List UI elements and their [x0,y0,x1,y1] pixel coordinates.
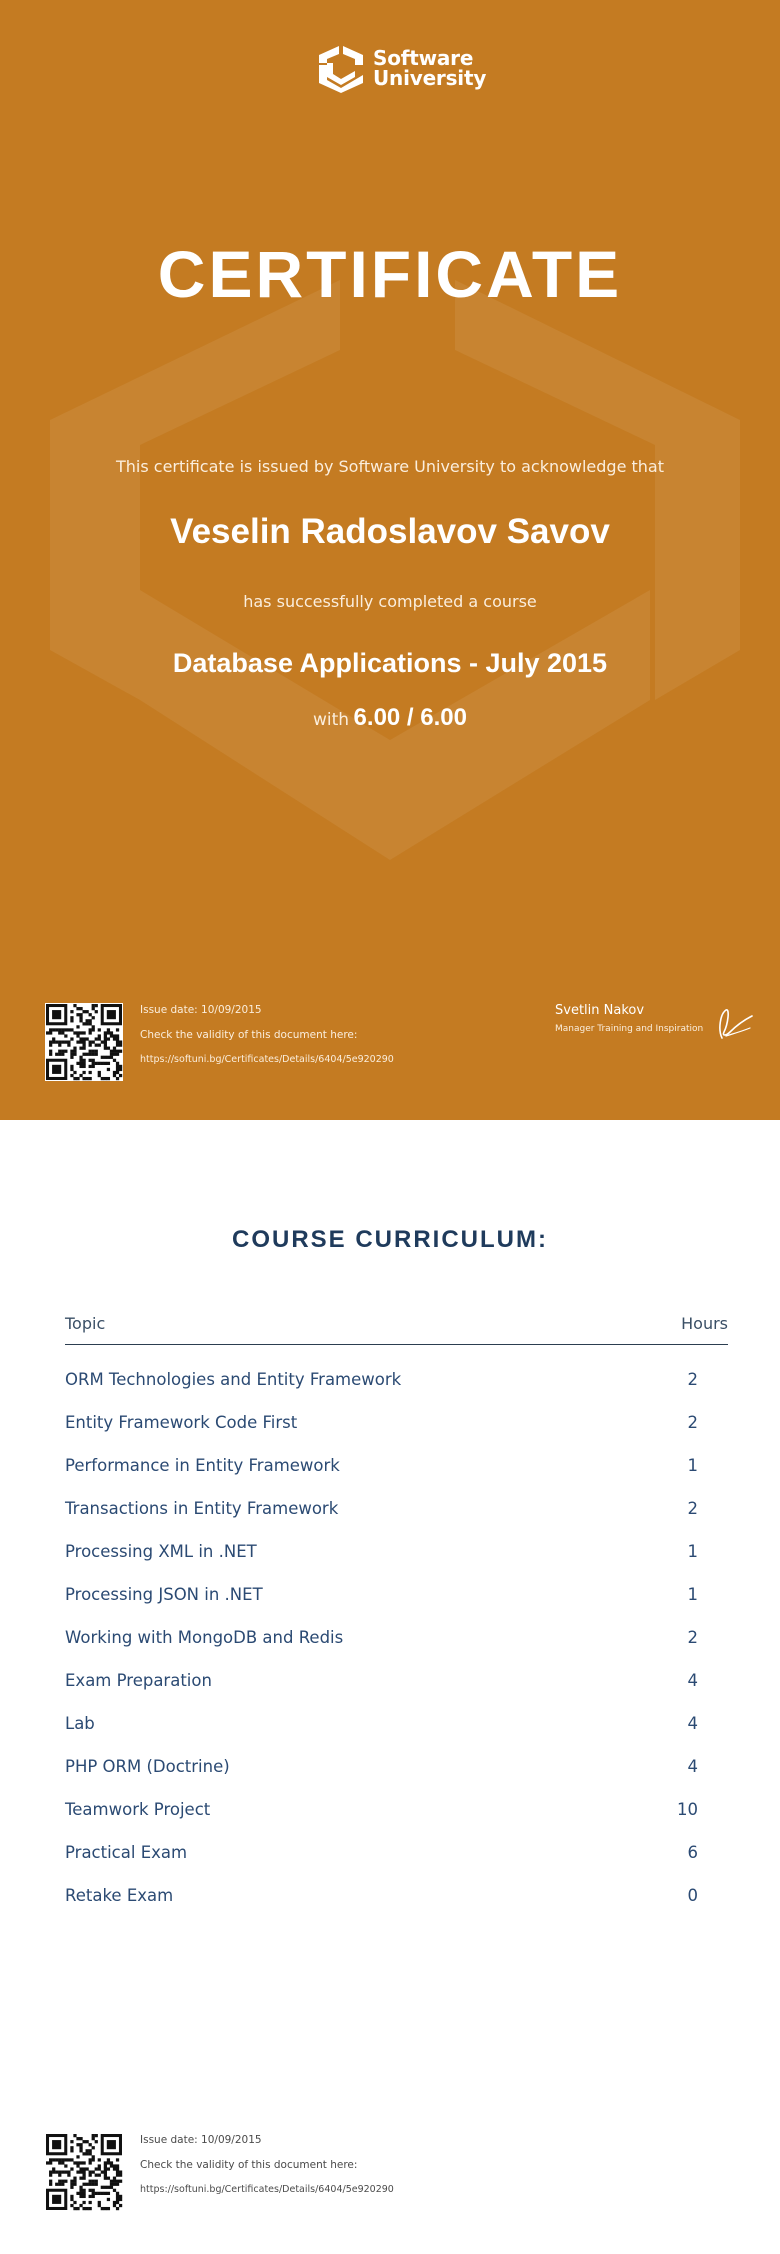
table-row [65,1661,728,1704]
row-hours: 2 [687,1499,698,1518]
table-row [65,1833,728,1876]
row-hours: 0 [687,1886,698,1905]
qr-code-icon [45,1003,123,1081]
completed-text: has successfully completed a course [243,592,537,611]
row-topic: Processing JSON in .NET [65,1585,263,1604]
curriculum-title: COURSE CURRICULUM: [232,1226,548,1253]
row-hours: 6 [687,1843,698,1862]
signature-icon [714,1002,756,1042]
table-row [65,1790,728,1833]
row-hours: 4 [687,1671,698,1690]
signer-block [555,1003,703,1034]
row-hours: 2 [687,1413,698,1432]
issue-date: Issue date: 10/09/2015 [140,2134,262,2146]
table-row [65,1704,728,1747]
column-hours: Hours [681,1314,728,1333]
row-topic: Retake Exam [65,1886,174,1905]
certificate-footer [140,1004,394,1065]
grade [0,704,780,732]
row-hours: 4 [687,1757,698,1776]
row-topic: Lab [65,1714,95,1733]
row-topic: Teamwork Project [65,1800,211,1819]
row-topic: Transactions in Entity Framework [65,1499,339,1518]
softuni-logo-icon [315,43,367,93]
column-topic: Topic [65,1314,106,1333]
certificate-panel [0,0,780,1120]
issue-date: Issue date: 10/09/2015 [140,1004,262,1016]
validity-text: Check the validity of this document here: [140,1029,358,1041]
with-label: with [313,710,350,730]
signer-name: Svetlin Nakov [555,1003,645,1018]
table-body [65,1345,728,1919]
table-header [65,1310,728,1345]
recipient-name: Veselin Radoslavov Savov [170,512,610,551]
row-topic: Working with MongoDB and Redis [65,1628,344,1647]
table-row [65,1532,728,1575]
validation-link[interactable]: https://softuni.bg/Certificates/Details/6404/5e920290 [140,1054,394,1065]
table-row [65,1618,728,1661]
qr-code-icon [45,2133,123,2211]
row-hours: 1 [687,1542,698,1561]
table-row [65,1747,728,1790]
table-row [65,1360,728,1403]
table-row [65,1575,728,1618]
table-row [65,1876,728,1919]
table-row [65,1489,728,1532]
row-topic: ORM Technologies and Entity Framework [65,1370,402,1389]
row-topic: Performance in Entity Framework [65,1456,340,1475]
row-topic: Exam Preparation [65,1671,212,1690]
row-hours: 1 [687,1456,698,1475]
curriculum-footer [140,2134,394,2195]
score: 6.00 / 6.00 [353,704,467,731]
row-hours: 2 [687,1370,698,1389]
certificate-intro: This certificate is issued by Software University to acknowledge that [116,457,664,476]
row-topic: Processing XML in .NET [65,1542,257,1561]
table-row [65,1446,728,1489]
signer-role: Manager Training and Inspiration [555,1024,704,1034]
brand-line1: Software [373,46,474,70]
validation-link[interactable]: https://softuni.bg/Certificates/Details/6404/5e920290 [140,2184,394,2195]
validity-text: Check the validity of this document here: [140,2159,358,2171]
brand-line2: University [373,66,487,90]
certificate-title: CERTIFICATE [157,237,623,311]
row-topic: PHP ORM (Doctrine) [65,1757,230,1776]
row-hours: 1 [687,1585,698,1604]
row-hours: 4 [687,1714,698,1733]
watermark-logo-icon [0,0,780,1120]
curriculum-table [65,1310,728,1919]
softuni-logo [315,42,486,94]
course-name: Database Applications - July 2015 [172,648,608,678]
row-topic: Entity Framework Code First [65,1413,298,1432]
row-topic: Practical Exam [65,1843,188,1862]
row-hours: 2 [687,1628,698,1647]
row-hours: 10 [677,1800,698,1819]
table-row [65,1403,728,1446]
